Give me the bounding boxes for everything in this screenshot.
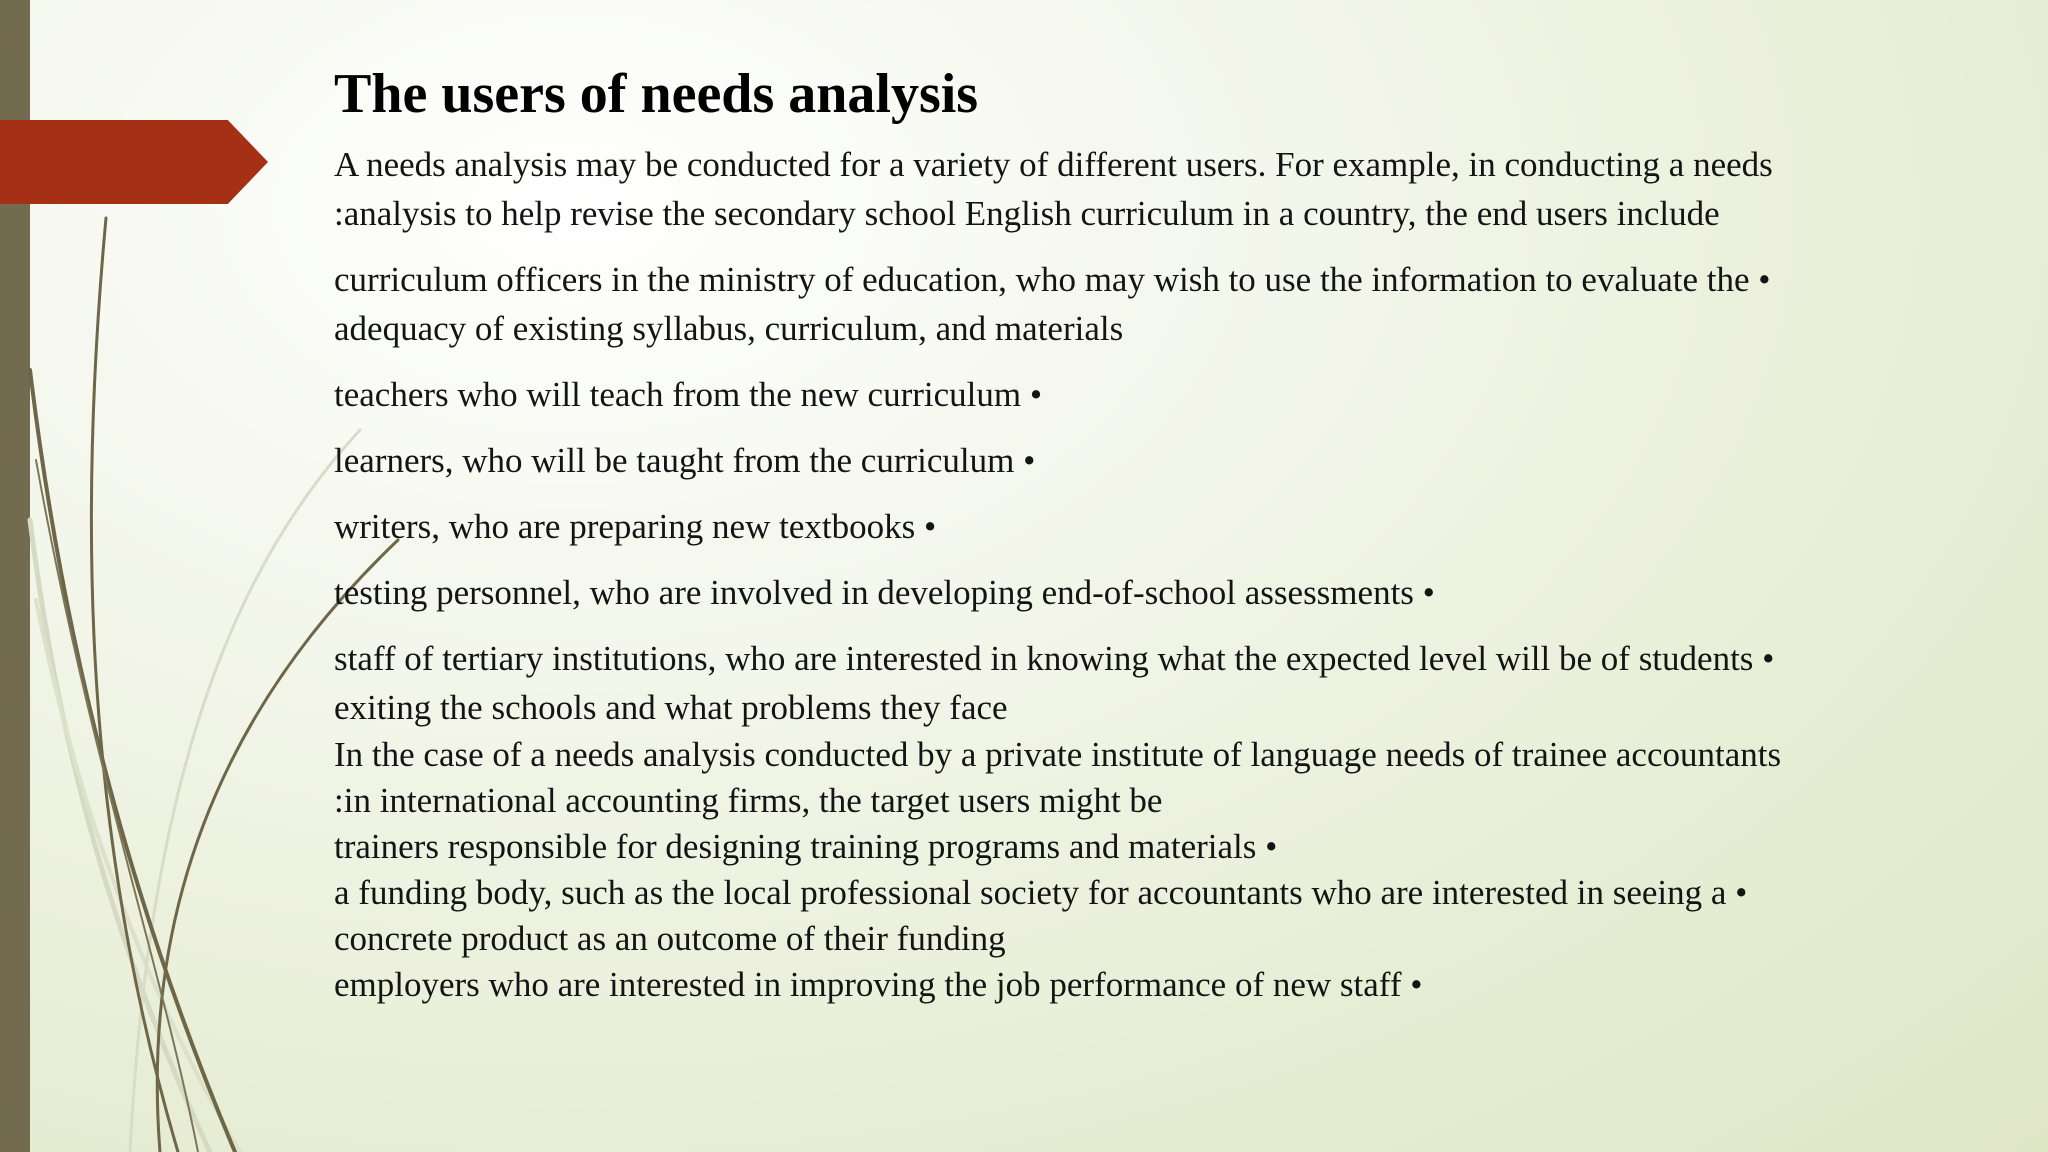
bullet-tertiary-staff: staff of tertiary institutions, who are interested in knowing what the expected level will be of students • exiting the schools and what problems they face — [334, 639, 1775, 727]
bullet-teachers: teachers who will teach from the new curriculum • — [334, 375, 1043, 414]
bullet-learners: learners, who will be taught from the curriculum • — [334, 441, 1036, 480]
bullet-employers: employers who are interested in improving the job performance of new staff • — [334, 965, 1423, 1004]
slide-title: The users of needs analysis — [334, 63, 979, 125]
second-intro-paragraph: In the case of a needs analysis conducted by a private institute of language needs of trainee accountants :in international accounting firms, the target users might be — [334, 735, 1782, 820]
bullet-funding-body: a funding body, such as the local professional society for accountants who are interested in seeing a • concrete product as an outcome of their funding — [334, 873, 1748, 958]
intro-paragraph: A needs analysis may be conducted for a variety of different users. For example, in conducting a needs :analysis to help revise the secondary school English curriculum in a country, the end users include — [334, 145, 1773, 233]
bullet-trainers: trainers responsible for designing training programs and materials • — [334, 827, 1278, 866]
slide-content — [334, 58, 1934, 1008]
curve-light-2 — [36, 600, 240, 1152]
bullet-curriculum-officers: curriculum officers in the ministry of education, who may wish to use the information to evaluate the • adequacy of existing syllabus, curriculum, and materials — [334, 260, 1771, 348]
bullet-writers: writers, who are preparing new textbooks • — [334, 507, 937, 546]
title-arrow-tab — [0, 120, 268, 204]
bullet-testing-personnel: testing personnel, who are involved in developing end-of-school assessments • — [334, 573, 1435, 612]
curve-dark-1 — [30, 370, 235, 1152]
